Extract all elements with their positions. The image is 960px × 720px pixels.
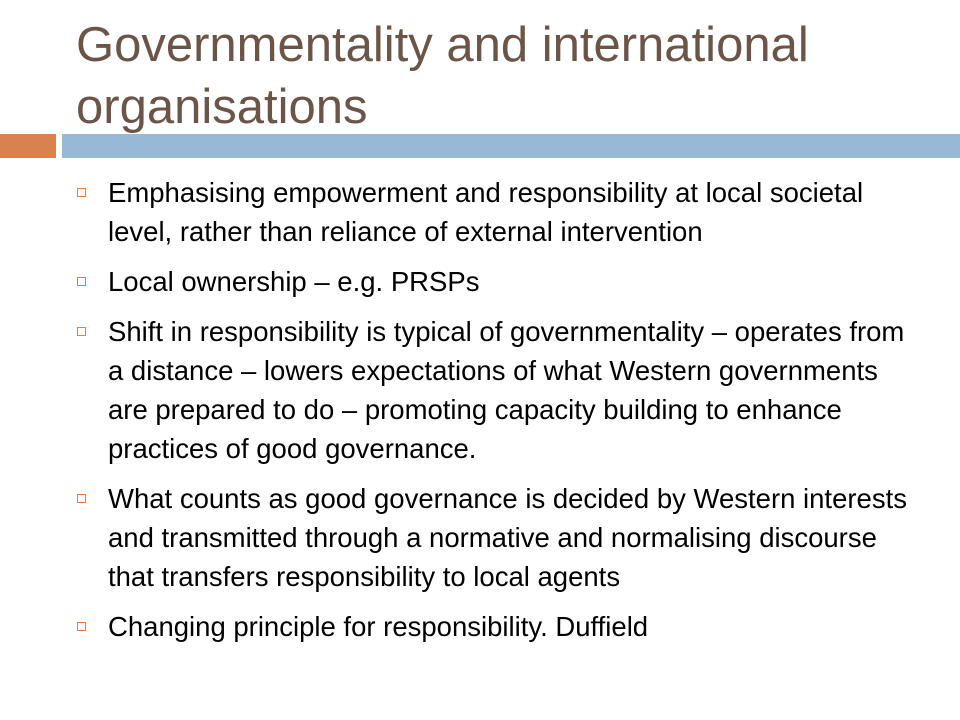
title-accent-bar-orange — [0, 134, 56, 158]
hollow-square-bullet-icon — [77, 277, 86, 286]
bullet-item — [74, 173, 924, 251]
bullet-item — [74, 479, 924, 596]
bullet-item — [74, 607, 924, 646]
slide-title: Governmentality and international organisations — [76, 18, 809, 134]
hollow-square-bullet-icon — [77, 327, 86, 336]
bullet-item — [74, 262, 924, 301]
bullet-list — [74, 173, 924, 657]
bullet-text: What counts as good governance is decided by Western interests and transmitted through a normative and normalising discourse that transfers responsibility to local agents — [108, 483, 907, 592]
bullet-text: Shift in responsibility is typical of governmentality – operates from a distance – lowers expectations of what Western governments are prepared to do – promoting capacity building to enhance practices of good governance. — [108, 316, 905, 464]
title-accent-bar-blue — [62, 134, 960, 158]
hollow-square-bullet-icon — [77, 494, 86, 503]
bullet-text: Emphasising empowerment and responsibility at local societal level, rather than reliance of external intervention — [108, 177, 864, 247]
bullet-text: Changing principle for responsibility. Duffield — [108, 611, 649, 642]
hollow-square-bullet-icon — [77, 622, 86, 631]
bullet-item — [74, 312, 924, 468]
hollow-square-bullet-icon — [77, 188, 86, 197]
bullet-text: Local ownership – e.g. PRSPs — [108, 266, 480, 297]
